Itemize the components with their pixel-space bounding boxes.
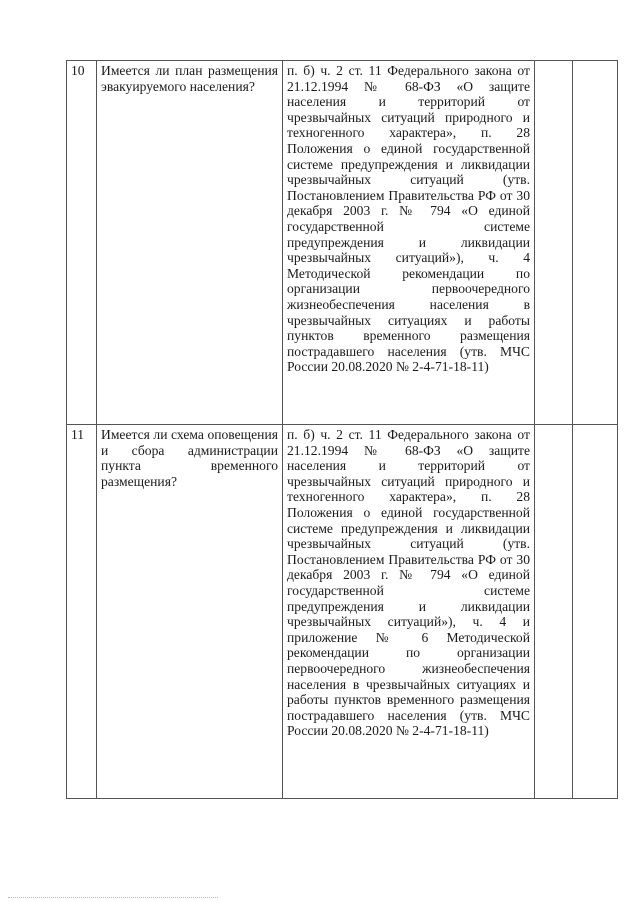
row-number: 10 [67,61,97,425]
answer-cell-1 [535,61,573,425]
table-row [67,61,618,425]
row-number: 11 [67,425,97,799]
legal-basis-cell: п. б) ч. 2 ст. 11 Федерального закона от 21.12.1994 № 68-ФЗ «О защите населения и территорий от чрезвычайных ситуаций природного и техногенного характера», п. 28 Положения о единой государственной системе предупреждения и ликвидации чрезвычайных ситуаций (утв. Постановлением Правительства РФ от 30 декабря 2003 г. № 794 «О единой государственной системе предупреждения и ликвидации чрезвычайных ситуаций»), ч. 4 и приложение № 6 Методической рекомендации по организации первоочередного жизнеобеспечения населения в чрезвычайных ситуациях и работы пунктов временного размещения пострадавшего населения (утв. МЧС России 20.08.2020 № 2-4-71-18-11) [283,425,535,799]
question-cell: Имеется ли план размещения эвакуируемого населения? [97,61,283,425]
answer-cell-2 [573,61,618,425]
question-cell: Имеется ли схема оповещения и сбора администрации пункта временного размещения? [97,425,283,799]
legal-basis-cell: п. б) ч. 2 ст. 11 Федерального закона от 21.12.1994 № 68-ФЗ «О защите населения и территорий от чрезвычайных ситуаций природного и техногенного характера», п. 28 Положения о единой государственной системе предупреждения и ликвидации чрезвычайных ситуаций (утв. Постановлением Правительства РФ от 30 декабря 2003 г. № 794 «О единой государственной системе предупреждения и ликвидации чрезвычайных ситуаций»), ч. 4 Методической рекомендации по организации первоочередного жизнеобеспечения населения в чрезвычайных ситуациях и работы пунктов временного размещения пострадавшего населения (утв. МЧС России 20.08.2020 № 2-4-71-18-11) [283,61,535,425]
answer-cell-1 [535,425,573,799]
table-row [67,425,618,799]
checklist-table [66,60,618,799]
scan-artifact-dots [8,897,218,900]
answer-cell-2 [573,425,618,799]
